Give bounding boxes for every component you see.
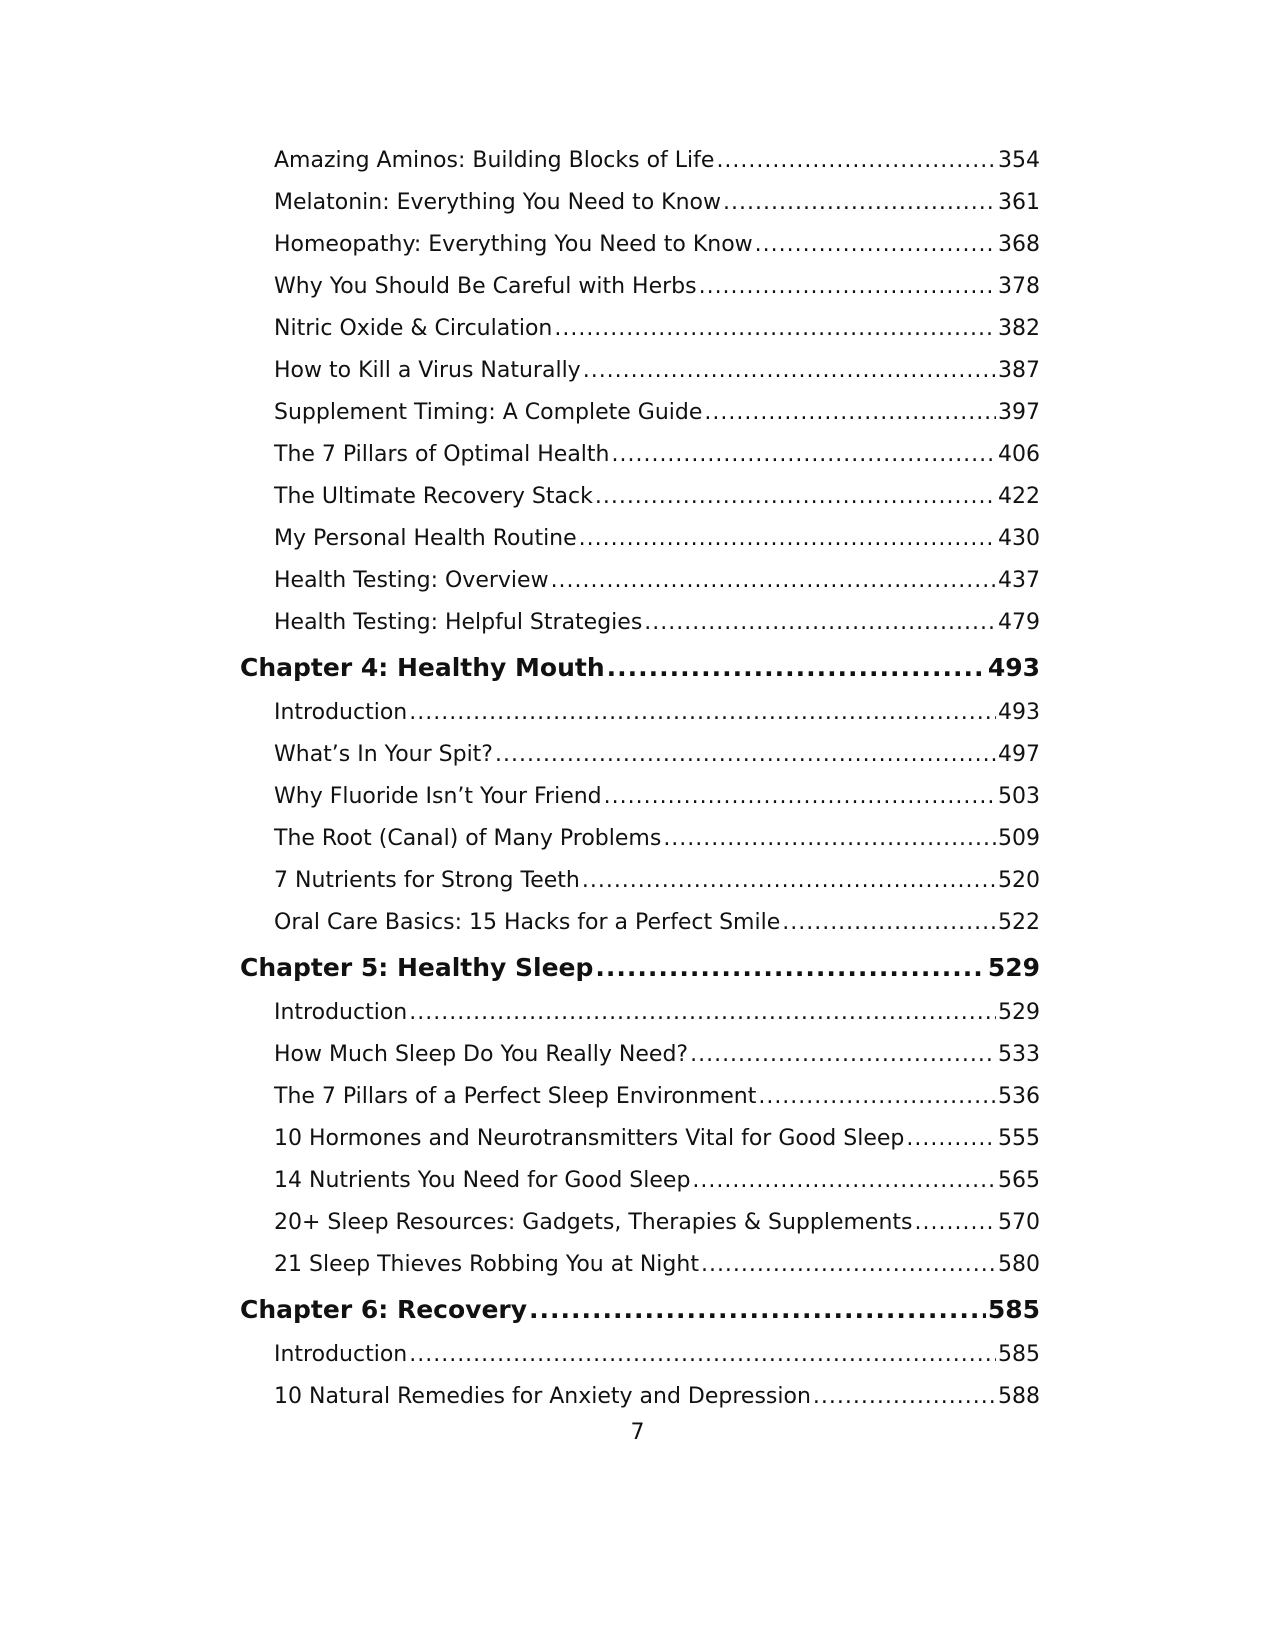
- toc-chapter-page: 529: [987, 953, 1040, 982]
- toc-entry-page: 570: [998, 1210, 1040, 1235]
- toc-entry[interactable]: [274, 224, 1040, 266]
- dot-leader: [495, 734, 996, 776]
- toc-entry-page: 378: [998, 274, 1040, 299]
- toc-entry[interactable]: [274, 434, 1040, 476]
- toc-entry[interactable]: [274, 692, 1040, 734]
- dot-leader: [701, 1244, 996, 1286]
- toc-entry[interactable]: [274, 392, 1040, 434]
- toc-entry-page: 529: [998, 1000, 1040, 1025]
- dot-leader: [583, 350, 996, 392]
- toc-entry-title: What’s In Your Spit?: [274, 742, 493, 767]
- dot-leader: [690, 1034, 996, 1076]
- toc-entry-title: How to Kill a Virus Naturally: [274, 358, 581, 383]
- toc-entry[interactable]: [274, 602, 1040, 644]
- toc-entry-page: 397: [998, 400, 1040, 425]
- dot-leader: [579, 518, 996, 560]
- dot-leader: [554, 308, 996, 350]
- dot-leader: [409, 1334, 996, 1376]
- toc-entry[interactable]: [274, 476, 1040, 518]
- dot-leader: [782, 902, 996, 944]
- toc-entry-title: 21 Sleep Thieves Robbing You at Night: [274, 1252, 699, 1277]
- toc-entry-page: 555: [998, 1126, 1040, 1151]
- toc-entry-page: 406: [998, 442, 1040, 467]
- dot-leader: [551, 560, 996, 602]
- toc-entry-page: 387: [998, 358, 1040, 383]
- toc-entry-page: 479: [998, 610, 1040, 635]
- toc-entry[interactable]: [274, 560, 1040, 602]
- toc-entry-title: Nitric Oxide & Circulation: [274, 316, 553, 341]
- dot-leader: [915, 1202, 997, 1244]
- toc-entry-title: 14 Nutrients You Need for Good Sleep: [274, 1168, 691, 1193]
- toc-entry-title: How Much Sleep Do You Really Need?: [274, 1042, 689, 1067]
- toc-chapter-4[interactable]: [240, 644, 1040, 692]
- dot-leader: [582, 860, 996, 902]
- toc-entry-page: 437: [998, 568, 1040, 593]
- toc-entry[interactable]: [274, 140, 1040, 182]
- toc-entry-page: 503: [998, 784, 1040, 809]
- dot-leader: [409, 992, 996, 1034]
- dot-leader: [699, 266, 996, 308]
- toc-entry-title: Oral Care Basics: 15 Hacks for a Perfect Smile: [274, 910, 781, 935]
- toc-entry-title: 7 Nutrients for Strong Teeth: [274, 868, 580, 893]
- toc-entry[interactable]: [274, 1076, 1040, 1118]
- toc-chapter-title: Chapter 4: Healthy Mouth: [240, 653, 605, 682]
- toc-entry[interactable]: [274, 818, 1040, 860]
- toc-entry-title: The Root (Canal) of Many Problems: [274, 826, 662, 851]
- toc-entry[interactable]: [274, 1118, 1040, 1160]
- toc-chapter-5[interactable]: [240, 944, 1040, 992]
- toc-entry[interactable]: [274, 1202, 1040, 1244]
- toc-entry-title: The 7 Pillars of Optimal Health: [274, 442, 610, 467]
- dot-leader: [529, 1286, 986, 1334]
- toc-entry-page: 368: [998, 232, 1040, 257]
- toc-entry-page: 585: [998, 1342, 1040, 1367]
- toc-entry-page: 509: [998, 826, 1040, 851]
- dot-leader: [644, 602, 996, 644]
- toc-chapter-page: 493: [987, 653, 1040, 682]
- dot-leader: [607, 644, 986, 692]
- dot-leader: [755, 224, 996, 266]
- toc-entry-page: 422: [998, 484, 1040, 509]
- toc-entry[interactable]: [274, 518, 1040, 560]
- toc-entry-page: 536: [998, 1084, 1040, 1109]
- toc-entry[interactable]: [274, 734, 1040, 776]
- toc-entry[interactable]: [274, 1244, 1040, 1286]
- dot-leader: [611, 434, 996, 476]
- dot-leader: [663, 818, 996, 860]
- toc-entry[interactable]: [274, 350, 1040, 392]
- dot-leader: [716, 140, 996, 182]
- toc-entry-title: Melatonin: Everything You Need to Know: [274, 190, 722, 215]
- toc-entry[interactable]: [274, 182, 1040, 224]
- dot-leader: [595, 476, 996, 518]
- dot-leader: [409, 692, 996, 734]
- toc-entry[interactable]: [274, 1160, 1040, 1202]
- dot-leader: [906, 1118, 996, 1160]
- toc-entry[interactable]: [274, 902, 1040, 944]
- toc-entry[interactable]: [274, 1376, 1040, 1418]
- toc-chapter-6[interactable]: [240, 1286, 1040, 1334]
- dot-leader: [692, 1160, 996, 1202]
- table-of-contents: [240, 140, 1040, 1418]
- dot-leader: [604, 776, 996, 818]
- toc-entry-title: Introduction: [274, 700, 408, 725]
- toc-chapter-title: Chapter 6: Recovery: [240, 1295, 528, 1324]
- toc-entry-page: 580: [998, 1252, 1040, 1277]
- toc-entry-title: 10 Natural Remedies for Anxiety and Depression: [274, 1384, 811, 1409]
- toc-entry-title: 10 Hormones and Neurotransmitters Vital for Good Sleep: [274, 1126, 905, 1151]
- dot-leader: [813, 1376, 996, 1418]
- toc-entry-page: 533: [998, 1042, 1040, 1067]
- dot-leader: [704, 392, 996, 434]
- toc-chapter-title: Chapter 5: Healthy Sleep: [240, 953, 594, 982]
- toc-entry-page: 588: [998, 1384, 1040, 1409]
- toc-entry-page: 354: [998, 148, 1040, 173]
- toc-entry-title: Health Testing: Overview: [274, 568, 549, 593]
- toc-entry[interactable]: [274, 1334, 1040, 1376]
- toc-entry-title: Why Fluoride Isn’t Your Friend: [274, 784, 602, 809]
- toc-chapter-page: 585: [987, 1295, 1040, 1324]
- toc-entry-title: Amazing Aminos: Building Blocks of Life: [274, 148, 715, 173]
- page-number: 7: [630, 1420, 645, 1445]
- toc-entry[interactable]: [274, 308, 1040, 350]
- toc-entry-title: 20+ Sleep Resources: Gadgets, Therapies & Supplements: [274, 1210, 913, 1235]
- toc-entry[interactable]: [274, 776, 1040, 818]
- toc-entry[interactable]: [274, 266, 1040, 308]
- dot-leader: [595, 944, 985, 992]
- toc-entry[interactable]: [274, 992, 1040, 1034]
- toc-entry-title: Introduction: [274, 1342, 408, 1367]
- toc-entry[interactable]: [274, 860, 1040, 902]
- toc-entry-page: 522: [998, 910, 1040, 935]
- toc-entry-title: Introduction: [274, 1000, 408, 1025]
- toc-entry-title: Supplement Timing: A Complete Guide: [274, 400, 703, 425]
- toc-entry-page: 497: [998, 742, 1040, 767]
- dot-leader: [758, 1076, 996, 1118]
- toc-entry-page: 520: [998, 868, 1040, 893]
- toc-entry-title: The 7 Pillars of a Perfect Sleep Environment: [274, 1084, 757, 1109]
- dot-leader: [723, 182, 996, 224]
- toc-entry-page: 430: [998, 526, 1040, 551]
- toc-entry-page: 493: [998, 700, 1040, 725]
- toc-entry-title: Homeopathy: Everything You Need to Know: [274, 232, 753, 257]
- toc-entry-title: The Ultimate Recovery Stack: [274, 484, 593, 509]
- toc-entry-page: 565: [998, 1168, 1040, 1193]
- toc-entry-title: My Personal Health Routine: [274, 526, 577, 551]
- toc-entry-page: 361: [998, 190, 1040, 215]
- toc-entry[interactable]: [274, 1034, 1040, 1076]
- toc-entry-title: Health Testing: Helpful Strategies: [274, 610, 643, 635]
- toc-entry-title: Why You Should Be Careful with Herbs: [274, 274, 697, 299]
- toc-entry-page: 382: [998, 316, 1040, 341]
